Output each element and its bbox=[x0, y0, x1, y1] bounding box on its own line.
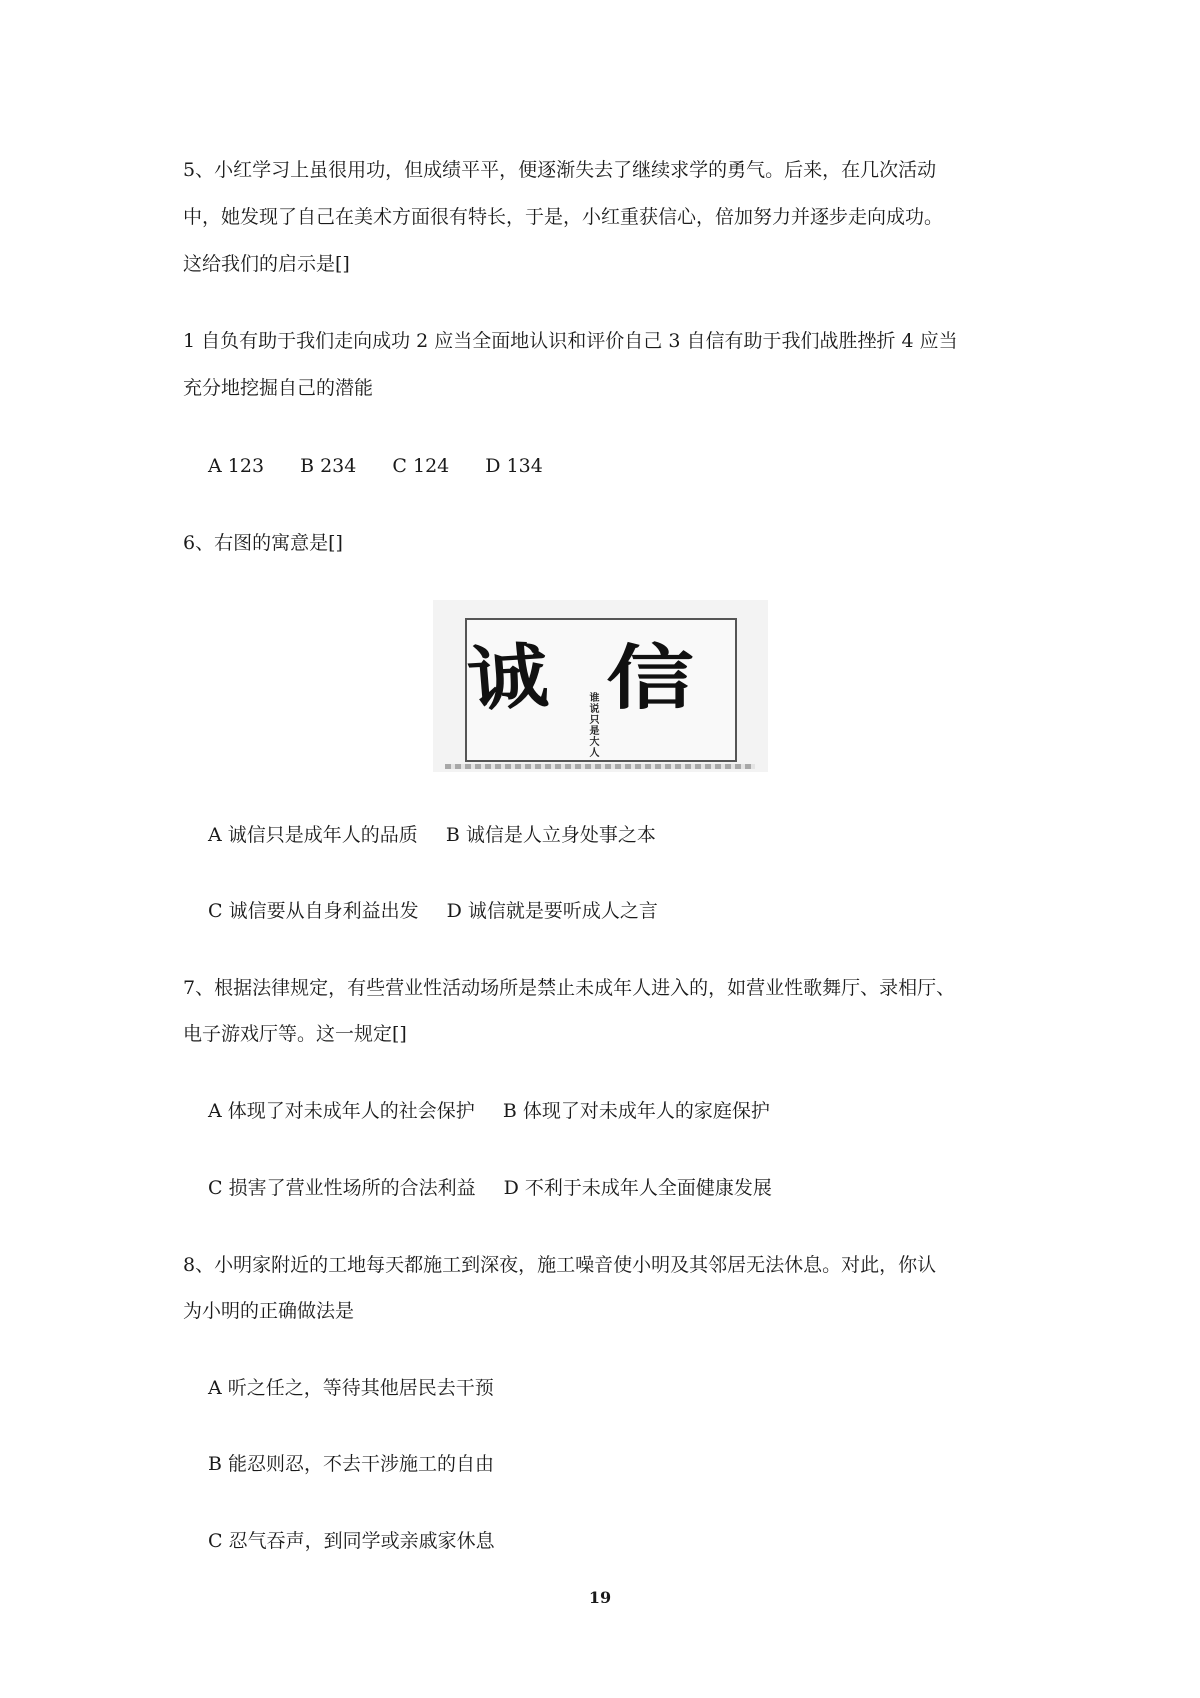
q7-stem-line-2: 电子游戏厅等。这一规定[] bbox=[183, 1023, 407, 1045]
q5-stem-line-3: 这给我们的启示是[] bbox=[183, 253, 350, 275]
q5-options bbox=[208, 454, 543, 478]
integrity-calligraphy-image bbox=[433, 600, 768, 772]
q5-statements-line-1: 1 自负有助于我们走向成功 2 应当全面地认识和评价自己 3 自信有助于我们战胜挫折 4 应当 bbox=[183, 330, 958, 352]
calligraphy-char-2: 信 bbox=[606, 637, 694, 719]
q7-option-b: B 体现了对未成年人的家庭保护 bbox=[502, 1100, 770, 1122]
q8-option-a: A 听之任之，等待其他居民去干预 bbox=[208, 1377, 494, 1399]
q5-option-b: B 234 bbox=[300, 455, 357, 477]
q5-option-a: A 123 bbox=[208, 455, 265, 477]
q6-option-b: B 诚信是人立身处事之本 bbox=[445, 824, 656, 846]
q5-stem-line-2: 中，她发现了自己在美术方面很有特长，于是，小红重获信心，倍加努力并逐步走向成功。 bbox=[183, 206, 944, 228]
q7-option-d: D 不利于未成年人全面健康发展 bbox=[503, 1177, 772, 1199]
image-scan-edge bbox=[445, 764, 755, 769]
q7-option-a: A 体现了对未成年人的社会保护 bbox=[208, 1100, 475, 1122]
q6-option-a: A 诚信只是成年人的品质 bbox=[208, 824, 418, 846]
q6-option-d: D 诚信就是要听成人之言 bbox=[446, 900, 658, 922]
q6-options-row-2 bbox=[208, 899, 658, 923]
q5-stem-line-1: 5、小红学习上虽很用功，但成绩平平，便逐渐失去了继续求学的勇气。后来，在几次活动 bbox=[183, 159, 937, 181]
q7-stem-line-1: 7、根据法律规定，有些营业性活动场所是禁止未成年人进入的，如营业性歌舞厅、录相厅、 bbox=[183, 977, 956, 999]
q6-stem: 6、右图的寓意是[] bbox=[183, 532, 343, 554]
q8-stem-line-2: 为小明的正确做法是 bbox=[183, 1300, 355, 1322]
q7-option-c: C 损害了营业性场所的合法利益 bbox=[208, 1177, 476, 1199]
q8-option-b: B 能忍则忍，不去干涉施工的自由 bbox=[208, 1453, 495, 1475]
q5-option-c: C 124 bbox=[392, 455, 450, 477]
image-frame bbox=[465, 618, 737, 762]
q6-options-row-1 bbox=[208, 823, 656, 847]
q6-option-c: C 诚信要从自身利益出发 bbox=[208, 900, 419, 922]
q7-options-row-1 bbox=[208, 1099, 770, 1123]
q5-statements-line-2: 充分地挖掘自己的潜能 bbox=[183, 377, 374, 399]
q8-option-c: C 忍气吞声，到同学或亲戚家休息 bbox=[208, 1530, 495, 1552]
q7-options-row-2 bbox=[208, 1176, 772, 1200]
image-caption: 谁说只是大人 bbox=[587, 692, 598, 758]
q5-option-d: D 134 bbox=[485, 455, 543, 477]
calligraphy-char-1: 诚 bbox=[464, 634, 552, 722]
page-number: 19 bbox=[588, 1588, 612, 1607]
q8-stem-line-1: 8、小明家附近的工地每天都施工到深夜，施工噪音使小明及其邻居无法休息。对此，你认 bbox=[183, 1254, 937, 1276]
